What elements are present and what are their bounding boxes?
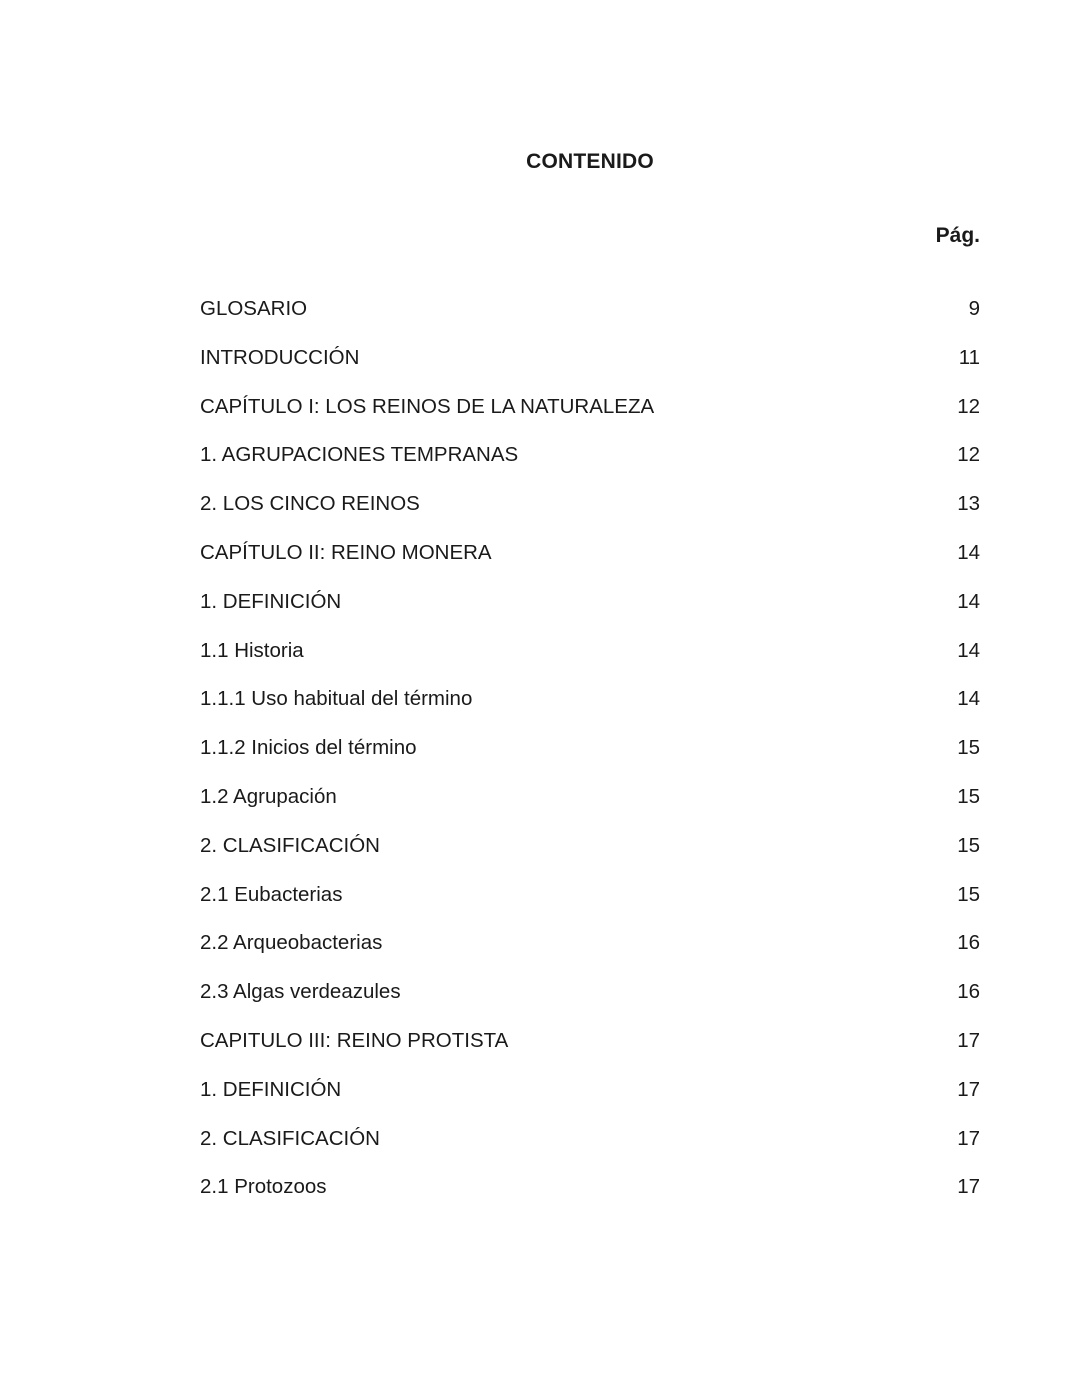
toc-entry-label: 2.3 Algas verdeazules	[200, 980, 401, 1004]
toc-row	[200, 881, 980, 930]
toc-row	[200, 344, 980, 393]
toc-entry-page: 15	[957, 882, 980, 906]
toc-entry-page: 15	[957, 736, 980, 760]
toc-row	[200, 539, 980, 588]
toc-row	[200, 490, 980, 539]
toc-entry-page: 14	[957, 589, 980, 613]
toc-entry-label: 1.1.1 Uso habitual del término	[200, 687, 473, 711]
toc-entry-page: 15	[957, 833, 980, 857]
toc-row	[200, 441, 980, 490]
toc-entry-label: 1.1 Historia	[200, 638, 304, 662]
page-title: CONTENIDO	[526, 150, 654, 173]
toc-entry-label: 2. CLASIFICACIÓN	[200, 833, 380, 857]
toc-entry-page: 16	[957, 980, 980, 1004]
toc-row	[200, 1125, 980, 1174]
toc-entry-page: 17	[957, 1077, 980, 1101]
toc-entry-page: 9	[968, 297, 980, 320]
toc-entry-label: CAPÍTULO I: LOS REINOS DE LA NATURALEZA	[200, 394, 655, 418]
toc-entry-page: 14	[957, 687, 980, 711]
toc-row	[200, 1076, 980, 1125]
toc-row	[200, 1027, 980, 1076]
toc-row	[200, 637, 980, 686]
toc-entry-label: INTRODUCCIÓN	[200, 345, 360, 369]
toc-entry-label: 1. DEFINICIÓN	[200, 1077, 342, 1101]
toc-entry-page: 13	[957, 492, 980, 516]
toc-entry-page: 16	[957, 931, 980, 955]
toc-entry-label: 2. LOS CINCO REINOS	[200, 492, 420, 516]
toc-entry-page: 12	[957, 443, 980, 467]
toc-entry-page: 11	[958, 345, 980, 369]
toc-entry-label: 1.2 Agrupación	[200, 784, 337, 808]
toc-row	[200, 734, 980, 783]
toc-entry-label: 2.2 Arqueobacterias	[200, 931, 383, 955]
toc-entry-label: CAPITULO III: REINO PROTISTA	[200, 1028, 509, 1052]
toc-entry-page: 12	[957, 394, 980, 418]
toc-entry-label: 1. AGRUPACIONES TEMPRANAS	[200, 443, 519, 467]
toc-row	[200, 783, 980, 832]
toc-row	[200, 832, 980, 881]
toc-entry-label: 1. DEFINICIÓN	[200, 589, 342, 613]
toc-entry-page: 17	[957, 1028, 980, 1052]
toc-entry-label: GLOSARIO	[200, 297, 308, 320]
toc-entry-page: 17	[957, 1175, 980, 1199]
toc-entry-label: 1.1.2 Inicios del término	[200, 736, 417, 760]
toc-entry-label: 2.1 Eubacterias	[200, 882, 343, 906]
toc-row	[200, 588, 980, 637]
toc-entry-page: 15	[957, 784, 980, 808]
toc-entry-label: 2. CLASIFICACIÓN	[200, 1126, 380, 1150]
toc-entry-page: 17	[957, 1126, 980, 1150]
toc-row	[200, 929, 980, 978]
toc-entry-page: 14	[957, 540, 980, 564]
toc-row	[200, 685, 980, 734]
toc-row	[200, 978, 980, 1027]
page-column-header: Pág.	[935, 224, 980, 247]
toc-entry-label: CAPÍTULO II: REINO MONERA	[200, 540, 492, 564]
toc-row	[200, 295, 980, 344]
toc-row	[200, 1173, 980, 1222]
toc-entry-page: 14	[957, 638, 980, 662]
toc-row	[200, 393, 980, 442]
toc-entry-label: 2.1 Protozoos	[200, 1175, 327, 1199]
table-of-contents	[200, 295, 980, 1222]
